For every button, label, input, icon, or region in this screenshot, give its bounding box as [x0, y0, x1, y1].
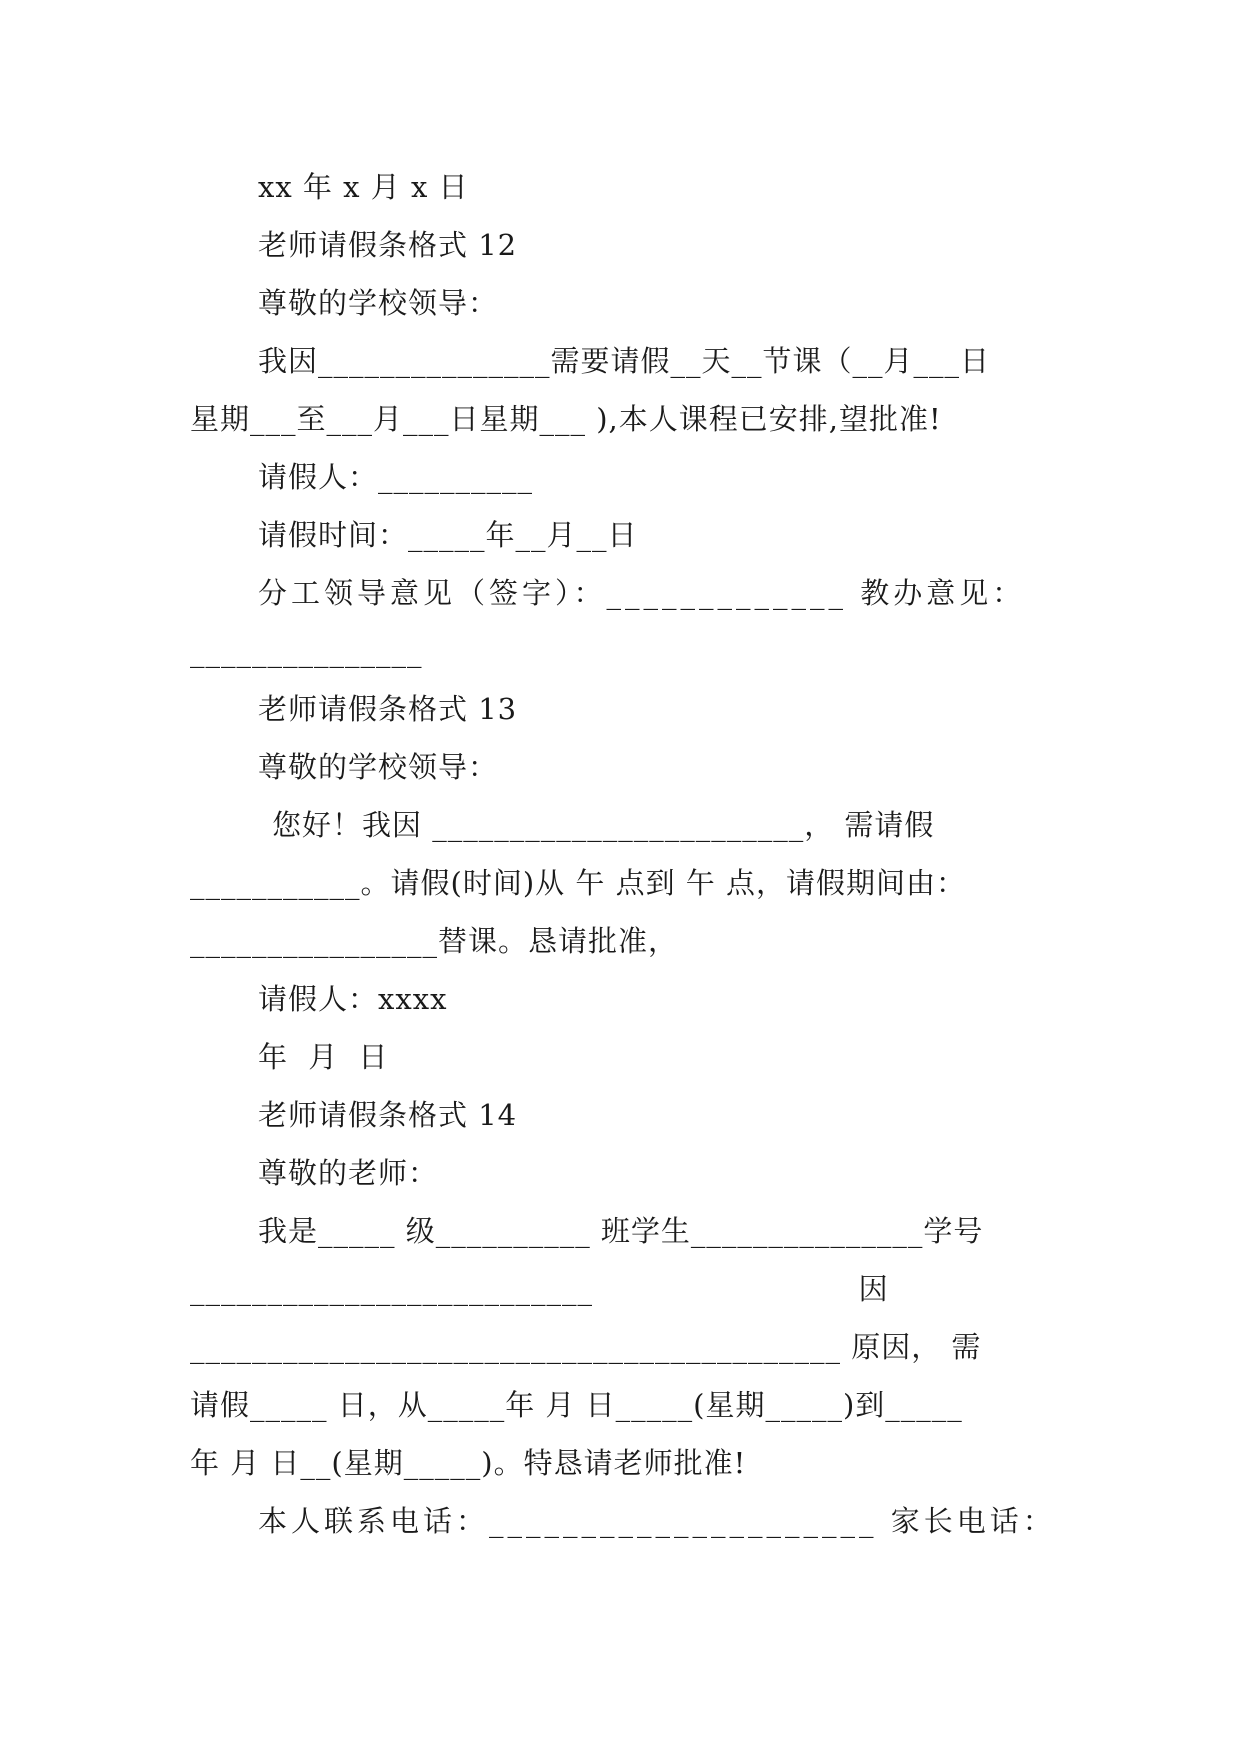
body-line: 星期___至___月___日星期___ ),本人课程已安排,望批准! — [190, 402, 942, 436]
body-line: ___________。请假(时间)从 午 点到 午 点，请假期间由： — [190, 866, 967, 900]
body-line: __________________________ 因 — [190, 1272, 889, 1306]
applicant-line: 请假人：xxxx — [258, 982, 448, 1016]
body-line: 我因_______________需要请假__天__节课（__月___日 — [258, 344, 991, 378]
body-line: __________________________________________ 原因， 需 — [190, 1330, 982, 1364]
phone-line: 本人联系电话：_____________________ 家长电话： — [258, 1504, 1056, 1538]
body-line: 您好！我因 ________________________， 需请假 — [272, 808, 935, 842]
salutation: 尊敬的学校领导： — [258, 286, 499, 320]
salutation: 尊敬的学校领导： — [258, 750, 499, 784]
body-line: ________________替课。恳请批准， — [190, 924, 679, 958]
date-line: xx 年 x 月 x 日 — [258, 170, 469, 204]
blank-line: _______________ — [190, 634, 423, 668]
date-line: 年 月 日 — [258, 1040, 394, 1074]
body-line: 我是_____ 级__________ 班学生_______________学号 — [258, 1214, 984, 1248]
body-line: 请假_____ 日，从_____年 月 日_____(星期_____)到_____ — [190, 1388, 963, 1422]
applicant-line: 请假人：__________ — [258, 460, 534, 494]
opinion-line: 分工领导意见（签字）：_____________ 教办意见： — [258, 576, 1026, 610]
section-title-14: 老师请假条格式 14 — [258, 1098, 518, 1132]
leave-time-line: 请假时间：_____年__月__日 — [258, 518, 638, 552]
section-title-12: 老师请假条格式 12 — [258, 228, 518, 262]
section-title-13: 老师请假条格式 13 — [258, 692, 518, 726]
salutation: 尊敬的老师： — [258, 1156, 439, 1190]
body-line: 年 月 日__(星期_____)。特恳请老师批准! — [190, 1446, 747, 1480]
